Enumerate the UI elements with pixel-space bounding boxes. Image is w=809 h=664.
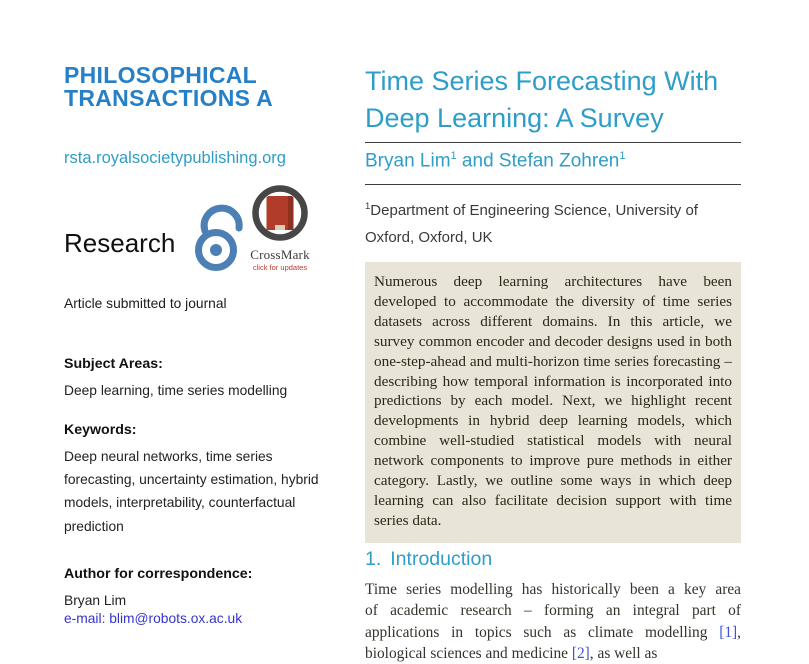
affiliation-mark: 1 (365, 201, 371, 212)
intro-paragraph (365, 579, 741, 664)
section-1-title: Introduction (390, 548, 493, 570)
email-link[interactable]: blim@robots.ox.ac.uk (109, 611, 243, 626)
subject-areas-text: Deep learning, time series modelling (64, 383, 288, 398)
author-1-affiliation-mark: 1 (450, 150, 457, 162)
author-2-affiliation-mark: 1 (619, 150, 626, 162)
keywords-label: Keywords: (64, 422, 137, 438)
intro-line-1 (365, 579, 741, 600)
intro-line-3 (365, 622, 741, 643)
correspondence-name: Bryan Lim (64, 593, 127, 608)
author-2: Stefan Zohren (498, 150, 620, 172)
intro-text: of academic research – forming an integral part of (365, 602, 741, 620)
crossmark-tagline: click for updates (252, 263, 308, 272)
journal-url-link[interactable]: rsta.royalsocietypublishing.org (64, 149, 286, 167)
email-label: e-mail: (64, 611, 110, 626)
crossmark-label: CrossMark (250, 247, 310, 262)
intro-text: Time series modelling has historically been a key area (365, 581, 741, 598)
masthead-line1: PHILOSOPHICAL (64, 62, 258, 88)
affiliation (365, 193, 741, 251)
intro-text: , as well as (589, 644, 658, 662)
masthead-line2: TRANSACTIONS A (64, 85, 274, 111)
section-type-label: Research (64, 228, 176, 258)
subject-areas-label: Subject Areas: (64, 356, 163, 372)
affiliation-text: Department of Engineering Science, University of Oxford, Oxford, UK (365, 202, 698, 246)
journal-masthead (64, 64, 273, 110)
section-1-number: 1. (365, 548, 382, 570)
intro-text: biological sciences and medicine (365, 644, 572, 662)
correspondence-label: Author for correspondence: (64, 566, 253, 582)
crossmark-logo[interactable] (237, 185, 323, 272)
correspondence-email-line (64, 611, 242, 626)
authors-joiner: and (456, 150, 499, 172)
article-title (365, 63, 741, 137)
author-line (365, 150, 741, 172)
citation-link[interactable]: [2] (571, 644, 590, 662)
intro-text: applications in topics such as climate modelling (365, 623, 720, 641)
submission-note: Article submitted to journal (64, 296, 227, 311)
divider-top (365, 142, 741, 143)
keywords-text: Deep neural networks, time series forecasting, uncertainty estimation, hybrid models, interpretability, counterfactual prediction (64, 449, 319, 534)
author-1: Bryan Lim (365, 150, 451, 172)
intro-line-4-clipped (365, 643, 741, 664)
divider-bottom (365, 184, 741, 185)
intro-text: , (737, 623, 741, 641)
crossmark-icon (252, 185, 308, 241)
abstract: Numerous deep learning architectures have been developed to accommodate the diversity of time series datasets across different domains. In this article, we survey common encoder and decoder designs used in both one-step-ahead and multi-horizon time series forecasting – describing how temporal information is incorporated into predictions by each model. Next, we highlight recent developments in hybrid deep learning models, which combine well-studied statistical models with neural network components to improve pure methods in either category. Lastly, we outline some ways in which deep learning can also facilitate decision support with time series data. (365, 262, 741, 543)
article-title-line1: Time Series Forecasting With (365, 66, 719, 96)
citation-link[interactable]: [1] (719, 623, 738, 641)
intro-line-2 (365, 600, 741, 621)
section-1-heading (365, 548, 741, 571)
article-title-line2: Deep Learning: A Survey (365, 103, 664, 133)
